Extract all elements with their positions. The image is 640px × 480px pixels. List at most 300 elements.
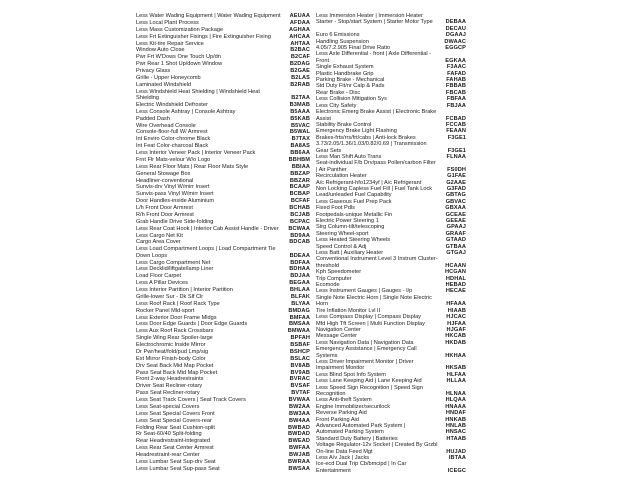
option-row bbox=[136, 246, 310, 259]
option-row bbox=[136, 280, 310, 286]
option-row bbox=[136, 164, 310, 170]
option-code: BCAAP bbox=[289, 184, 310, 191]
option-row bbox=[316, 13, 466, 26]
option-description: Less City Safety bbox=[316, 102, 357, 109]
option-code: BDFAA bbox=[290, 259, 310, 266]
option-description: Less Lane Keeping Aid | Lane Keeping Aid bbox=[316, 378, 422, 385]
option-description: Seat-individual F/b Drv/pass Pollen/carbon Filter | Air Panther bbox=[316, 160, 436, 173]
option-code: BSHCP bbox=[289, 348, 310, 355]
option-row bbox=[136, 61, 310, 67]
option-row bbox=[136, 157, 310, 163]
option-description: Non Locking Capless Fuel Fill | Fuel Tank Lock bbox=[316, 185, 433, 192]
option-code: DEBAA bbox=[445, 19, 466, 26]
option-code: BV9AB bbox=[290, 369, 310, 376]
option-code: BMWAA bbox=[287, 328, 310, 335]
option-code: HKCAB bbox=[445, 333, 466, 340]
option-description: Less Navigation Data | Navigation Data bbox=[316, 339, 414, 346]
option-code: BB6AA bbox=[290, 150, 310, 157]
option-description: Ice-ecd Dual Trip Cb/bmcipd | In Car Entertainment bbox=[316, 461, 407, 474]
option-code: EGKAA bbox=[445, 57, 466, 64]
option-row bbox=[316, 461, 466, 474]
option-description: Automated Parking System bbox=[316, 429, 384, 436]
option-code: HJFAA bbox=[447, 320, 466, 327]
option-code: HCGAN bbox=[444, 269, 466, 276]
option-code: BMDAG bbox=[288, 307, 310, 314]
option-description: Less Console Ashtray | Console Ashtray bbox=[136, 108, 236, 115]
option-row bbox=[136, 425, 310, 431]
option-row bbox=[136, 342, 310, 348]
option-description: Less Interior Veneer Pack | Interior Veneer Pack bbox=[136, 150, 256, 157]
option-row bbox=[136, 143, 310, 149]
option-row bbox=[136, 205, 310, 211]
option-code: BDHAA bbox=[289, 266, 310, 273]
option-row bbox=[136, 233, 310, 239]
option-description: Load Floor Carpet bbox=[136, 273, 182, 280]
option-code: B5KAB bbox=[290, 115, 310, 122]
option-description: Rear Headrestraint-integrated bbox=[136, 438, 210, 445]
option-description: Less Collision Mitigation Sys bbox=[316, 96, 387, 103]
option-description: Trip Computer bbox=[316, 275, 352, 282]
option-description: Electric Windshield Defroster bbox=[136, 101, 208, 108]
option-row bbox=[136, 431, 310, 437]
option-description: Message Center bbox=[316, 333, 358, 340]
option-list-left bbox=[136, 13, 310, 473]
option-code: GPAAJ bbox=[446, 224, 466, 231]
option-code: BCJAB bbox=[290, 211, 310, 218]
option-description: Console-floor-full W/ Armrest bbox=[136, 129, 208, 136]
option-code: FBBAB bbox=[445, 83, 466, 90]
option-code: B2GAE bbox=[290, 68, 310, 74]
option-code: FCCAB bbox=[445, 121, 466, 128]
option-row bbox=[136, 13, 310, 19]
option-code: AFDAA bbox=[289, 19, 310, 26]
option-code: HTAAB bbox=[446, 435, 466, 442]
option-code: GBXAA bbox=[445, 205, 466, 212]
option-description: Less Frt Extinguisher Fixings | Fire Extinguisher Fixing bbox=[136, 33, 271, 40]
option-code: HNDAF bbox=[445, 410, 466, 417]
option-code: HKHAA bbox=[445, 352, 466, 359]
option-description: Less Aux Roof Rack Crossbars bbox=[136, 328, 214, 335]
option-code: FCBAD bbox=[445, 115, 466, 122]
option-description: Wire Overhead Console bbox=[136, 122, 196, 129]
option-row bbox=[136, 123, 310, 129]
option-row bbox=[136, 301, 310, 307]
option-code: B3MAB bbox=[289, 101, 310, 108]
option-row bbox=[136, 363, 310, 369]
option-row bbox=[136, 418, 310, 424]
option-description: Electric Power Steering 1 bbox=[316, 218, 379, 224]
option-description: Less Roof Rack | Roof Rack Type bbox=[136, 300, 220, 307]
option-description: Less Rear Coat Hook | Interior Cab Assist Handle - Driver bbox=[136, 225, 279, 232]
option-code: ICEGC bbox=[447, 467, 466, 474]
option-code: HKDAB bbox=[445, 339, 466, 346]
option-code: GTGAJ bbox=[446, 250, 466, 257]
option-row bbox=[316, 385, 466, 398]
option-code: B5AAA bbox=[290, 108, 310, 115]
option-description: L/h Front Door Armrest bbox=[136, 205, 193, 212]
option-code: BBIAA bbox=[291, 163, 310, 170]
option-description: Less Windshield Heat Shielding | Windshield Heat Shielding bbox=[136, 88, 260, 102]
option-description: Single Wing Rear Spoiler-large bbox=[136, 335, 213, 342]
option-description: Less Decklid/liftgate/lamp Liner bbox=[136, 266, 214, 273]
option-description: Frnt Flr Mats-velour W/o Logo bbox=[136, 156, 211, 163]
option-row bbox=[316, 442, 466, 455]
option-description: Grab Handle Drive Side-folding bbox=[136, 218, 214, 225]
option-code: B2TAA bbox=[291, 95, 310, 102]
option-description: Less Local Plant Process bbox=[136, 19, 199, 26]
option-description: Parking Brake - Mechanical bbox=[316, 77, 385, 84]
option-description: Dr Pwr/heat/fold/pud Lmp/sig bbox=[136, 348, 209, 355]
option-row bbox=[136, 89, 310, 102]
option-description: Ext Mirror Finish-body Color bbox=[136, 355, 206, 362]
option-description: Handling Suspension bbox=[316, 38, 369, 45]
option-row bbox=[136, 452, 310, 458]
option-row bbox=[316, 109, 466, 122]
option-code: BWDAD bbox=[288, 431, 310, 438]
option-row bbox=[136, 404, 310, 410]
option-row bbox=[136, 356, 310, 362]
option-description: Less Kit-tire Repair Service bbox=[136, 40, 204, 47]
option-description: Less Axle Differential - front | Axle Differential - Front bbox=[316, 51, 432, 64]
option-description: Less Blind Spot Info System bbox=[316, 371, 386, 378]
option-code: BMFAA bbox=[289, 314, 310, 321]
option-row bbox=[136, 328, 310, 334]
option-code: BVTAF bbox=[291, 390, 310, 397]
option-description: Steering Wheel-sport bbox=[316, 230, 369, 237]
option-row bbox=[316, 359, 466, 372]
option-description: Emergency Assistance | Emergency Call Systems bbox=[316, 346, 417, 359]
option-row bbox=[316, 141, 466, 154]
option-description: Less Cargo Compartment Net bbox=[136, 259, 211, 266]
option-description: Emergency Brake Light Flashing bbox=[316, 128, 397, 135]
option-code: FAHAB bbox=[446, 77, 466, 84]
option-row bbox=[136, 47, 310, 53]
option-code: HKSAB bbox=[445, 365, 466, 372]
option-code: EGGCP bbox=[445, 45, 466, 52]
option-description: Less Lumbar Seat Sup-drv Seat bbox=[136, 458, 216, 465]
option-row bbox=[136, 411, 310, 417]
option-row bbox=[136, 184, 310, 190]
option-code: BSLAC bbox=[290, 355, 310, 362]
option-description: Grille-lower Sur - Dk Slf Clr bbox=[136, 293, 204, 300]
option-description: Less Seat Track Covers | Seat Track Covers bbox=[136, 397, 246, 404]
option-code: HECAE bbox=[445, 288, 466, 295]
option-description: Less Rear Seat Center Armrest bbox=[136, 445, 214, 452]
option-description: Electrochromic Inside Mirror bbox=[136, 342, 206, 349]
option-code: BCHAB bbox=[289, 205, 310, 212]
option-code: BW3AA bbox=[288, 410, 310, 417]
option-code: FBJAA bbox=[446, 102, 466, 109]
option-description: Less A/v Jack | Jacks bbox=[316, 455, 370, 462]
option-description: Engine Immobilizer/securilock bbox=[316, 403, 390, 410]
option-code: HDHAL bbox=[445, 275, 466, 282]
option-description: Kph Speedometer bbox=[316, 269, 362, 276]
option-row bbox=[136, 226, 310, 232]
option-code: BDCAB bbox=[289, 239, 310, 246]
option-description: Lead/unleaded Fuel Capability bbox=[316, 192, 392, 199]
option-description: Footpedals-unique Metallic Fin bbox=[316, 211, 393, 218]
option-code: B2DAG bbox=[289, 61, 310, 68]
option-description: Recirculation Heater bbox=[316, 173, 367, 180]
option-description: Pass Seat Back Mid Map Pocket bbox=[136, 369, 218, 376]
option-row bbox=[136, 41, 310, 47]
option-code: AHCAA bbox=[289, 33, 310, 40]
option-code: HNAAA bbox=[445, 403, 466, 410]
option-description: Tire Inflation Monitor Lvl II bbox=[316, 307, 381, 314]
option-description: Single Note Electric Horn | Single Note Electric Horn bbox=[316, 294, 432, 308]
option-description: Fixed Foot Pdls bbox=[316, 205, 355, 212]
option-code: BBZAP bbox=[290, 170, 310, 177]
option-code: BD9AA bbox=[290, 232, 310, 239]
option-row bbox=[136, 260, 310, 266]
option-row bbox=[136, 308, 310, 314]
option-description: Less Rear Floor Mats | Rear Floor Mats Style bbox=[136, 163, 249, 170]
option-code: B7TAX bbox=[291, 136, 310, 143]
option-description: Less Heated Steering Wheels bbox=[316, 237, 391, 244]
option-code: B2LAS bbox=[291, 74, 310, 81]
option-description: Laminated Windshield bbox=[136, 81, 192, 88]
option-row bbox=[316, 160, 466, 173]
option-code: BDEAA bbox=[289, 252, 310, 259]
option-code: HLNAA bbox=[445, 390, 466, 397]
option-description: Navigation Center bbox=[316, 326, 361, 333]
option-description: Front 2-way Headrestraints bbox=[136, 376, 204, 383]
option-code: BMSAA bbox=[288, 321, 310, 328]
option-row bbox=[136, 171, 310, 177]
option-description: Less Anti-theft System bbox=[316, 397, 372, 404]
option-code: DGAAJ bbox=[445, 32, 466, 39]
option-code: BV8AB bbox=[290, 362, 310, 369]
option-row bbox=[136, 54, 310, 60]
option-row bbox=[136, 315, 310, 321]
option-description: 3.73/2.05/1.36/1.03/0.82/0.69 | Transmission Gear Sets bbox=[316, 141, 427, 154]
option-row bbox=[136, 219, 310, 225]
option-row bbox=[136, 370, 310, 376]
option-description: R/h Front Door Armrest bbox=[136, 211, 194, 218]
option-code: GCEAE bbox=[445, 211, 466, 218]
option-description: Speed Control & Adj bbox=[316, 243, 367, 250]
option-description: Grille - Upper Honeycomb bbox=[136, 74, 201, 81]
option-row bbox=[136, 321, 310, 327]
option-row bbox=[136, 335, 310, 341]
option-description: Less Interior Partition | Interior Partition bbox=[136, 287, 233, 294]
option-description: Advanced Automated Park System | bbox=[316, 423, 406, 429]
option-description: Less Batt | Auxiliary Heater bbox=[316, 250, 384, 257]
option-description: Less Cargo Net Kit bbox=[136, 232, 183, 239]
option-description: Strg Column-tilt/telescoping bbox=[316, 224, 385, 231]
option-code: FLNAA bbox=[446, 153, 466, 160]
option-code: FS0DH bbox=[447, 166, 466, 173]
option-code: BA8AS bbox=[290, 143, 310, 150]
option-code: BCPAC bbox=[290, 218, 310, 225]
option-row bbox=[136, 390, 310, 396]
option-description: Plastic Handbrake Grip bbox=[316, 70, 374, 77]
option-row bbox=[136, 150, 310, 156]
option-description: Less Load Compartment Loops | Load Compartment Tie Down Loops bbox=[136, 246, 276, 259]
option-code: G2AAE bbox=[446, 179, 466, 186]
option-row bbox=[136, 383, 310, 389]
option-description: Int Enviro Color-chrome Black bbox=[136, 136, 211, 143]
option-code: BSBAF bbox=[290, 342, 310, 349]
option-row bbox=[136, 82, 310, 88]
option-code: GTBAA bbox=[445, 243, 466, 250]
option-code: FBCAB bbox=[445, 89, 466, 96]
option-description: Single Exhaust System bbox=[316, 64, 374, 71]
option-description: Stability Brake Control bbox=[316, 121, 372, 128]
option-description: Driver Seat Recliner-rotary bbox=[136, 383, 203, 390]
option-row bbox=[136, 136, 310, 142]
option-row bbox=[136, 20, 310, 26]
option-row bbox=[136, 129, 310, 135]
option-description: Brakes-frts/rrs/frt/cabs | Anti-lock Brakes bbox=[316, 134, 416, 141]
option-code: FBFAA bbox=[446, 96, 466, 103]
option-row bbox=[136, 438, 310, 444]
option-description: Voltage Regulator-12v Socket | Created By Grzbl On-line Data Feed Mgt bbox=[316, 442, 438, 455]
option-row bbox=[136, 116, 310, 122]
option-code: GBTAG bbox=[445, 192, 466, 199]
option-description: A/c Refrigerant-hfo1234yf | A/c Refrigerant bbox=[316, 179, 422, 186]
option-description: Less Man Shift Auto Trans bbox=[316, 153, 382, 160]
option-description: Euro 6 Emissions bbox=[316, 32, 360, 39]
option-code: HLLAA bbox=[446, 378, 466, 385]
option-code: B2RAB bbox=[290, 81, 310, 88]
option-code: G3FAD bbox=[446, 185, 466, 192]
option-description: Headrestraint-rear Center bbox=[136, 452, 200, 459]
option-code: BLYAA bbox=[291, 300, 310, 307]
option-description: Sunvis-pass Vinyl W/mirr Insert bbox=[136, 191, 214, 198]
option-row bbox=[136, 191, 310, 197]
option-row bbox=[316, 51, 466, 64]
option-description: Mfd High Tft Screen | Multi Function Display bbox=[316, 320, 425, 327]
option-description: Sunvis-drv Vinyl W/mirr Insert bbox=[136, 184, 210, 191]
option-code: G1FAE bbox=[447, 173, 466, 180]
option-code: HFAAA bbox=[446, 301, 466, 308]
option-code: HNLAB bbox=[445, 423, 466, 429]
option-description: Less Driver Impairment Monitor | Driver Impairment Monitor bbox=[316, 358, 414, 372]
option-description: Ecomode bbox=[316, 282, 340, 289]
option-code: AHTAA bbox=[290, 40, 310, 47]
option-description: Less Mass Customization Package bbox=[136, 26, 224, 33]
option-description: Padded Dash bbox=[136, 115, 170, 122]
option-row bbox=[136, 466, 310, 472]
option-description: Rear Brake - Disc bbox=[316, 89, 361, 96]
option-list-right bbox=[316, 13, 466, 473]
option-code: BBHBM bbox=[288, 156, 310, 163]
option-description: Front Parking Aid bbox=[316, 416, 359, 423]
option-row bbox=[316, 256, 466, 269]
option-code: BWEAD bbox=[288, 438, 310, 445]
option-row bbox=[136, 376, 310, 382]
option-code: BEGAA bbox=[289, 280, 310, 287]
option-row bbox=[136, 109, 310, 115]
option-code: GTAAD bbox=[446, 237, 466, 244]
option-description: Window Auto Close bbox=[136, 47, 185, 54]
option-code: HIAAB bbox=[447, 307, 466, 314]
option-row bbox=[136, 75, 310, 81]
option-code: GRAAF bbox=[445, 230, 466, 237]
option-description: Less Speed Sign Recognition | Speed Sign Recognition bbox=[316, 384, 423, 397]
option-code: BHLAA bbox=[289, 287, 310, 294]
option-description: Pwr Frt W'Dows One Touch Up/dn bbox=[136, 54, 221, 61]
option-code: GBVAC bbox=[445, 198, 466, 205]
option-description: Cargo Area Cover bbox=[136, 239, 181, 246]
option-code: F3GE1 bbox=[447, 147, 466, 154]
option-description: Folding Rear Seat Cushion-split bbox=[136, 424, 215, 431]
option-code: HNSAC bbox=[445, 429, 466, 436]
option-row bbox=[136, 266, 310, 272]
option-description: Rr Seat-60/40 Split-folding bbox=[136, 431, 202, 438]
option-code: B2BAC bbox=[290, 47, 310, 54]
option-code: F3AAC bbox=[446, 64, 466, 71]
option-code: DWAAC bbox=[444, 38, 466, 45]
option-code: B2CAF bbox=[290, 54, 310, 61]
option-row bbox=[136, 212, 310, 218]
option-description: Int Feat Color-charcoal Black bbox=[136, 143, 209, 150]
option-code: BW4AA bbox=[288, 417, 310, 424]
option-code: HUJAD bbox=[446, 448, 466, 455]
option-description: Reverse Parking Aid bbox=[316, 410, 367, 417]
option-code: BLFAK bbox=[290, 293, 310, 300]
option-row bbox=[316, 295, 466, 308]
option-code: BPFAH bbox=[290, 335, 310, 342]
option-description: Standard Duty Battery | Batteries bbox=[316, 435, 398, 442]
option-row bbox=[136, 294, 310, 300]
option-code: BVWAA bbox=[288, 397, 310, 404]
option-description: Less Seat Special Covers-rear bbox=[136, 417, 212, 424]
option-description: 4.05/7.2.905 Final Drive Ratio bbox=[316, 45, 391, 52]
option-code: AEUAA bbox=[289, 13, 310, 19]
option-row bbox=[136, 445, 310, 451]
option-row bbox=[136, 34, 310, 40]
option-description: Less A Pillar Devices bbox=[136, 280, 188, 287]
option-code: BDJAA bbox=[290, 273, 310, 280]
option-code: HLFAA bbox=[446, 371, 466, 378]
option-description: Electronic Emerg Brake Assist | Electronic Brake Assist bbox=[316, 109, 437, 122]
option-row bbox=[136, 102, 310, 108]
option-row bbox=[136, 178, 310, 184]
option-description: Less Exterior Door Frame Mldgs bbox=[136, 314, 217, 321]
option-code: IBTAA bbox=[448, 455, 466, 462]
option-code: BCWAA bbox=[288, 225, 310, 232]
option-code: HNKAB bbox=[445, 416, 466, 423]
option-code: BWRAA bbox=[288, 458, 310, 465]
option-description: Less Door Edge Guards | Door Edge Guards bbox=[136, 321, 248, 328]
option-code: HJCAC bbox=[446, 314, 466, 321]
option-description: Pwr Rear 1 Shot Up/down Window bbox=[136, 61, 223, 68]
option-row bbox=[316, 346, 466, 359]
option-description: Less Water Wading Equipment | Water Wading Equipment bbox=[136, 13, 281, 19]
option-code: BWBAD bbox=[288, 424, 310, 431]
option-row bbox=[136, 239, 310, 245]
option-code: FAFAD bbox=[447, 70, 466, 77]
option-row bbox=[136, 397, 310, 403]
option-code: BVSAF bbox=[290, 383, 310, 390]
option-description: Drv Seat Back Mid Map Pocket bbox=[136, 362, 214, 369]
option-row bbox=[136, 349, 310, 355]
option-description: Rocker Panel Mld-sport bbox=[136, 307, 195, 314]
option-code: B5VAC bbox=[290, 122, 310, 129]
option-code: HJGAF bbox=[446, 326, 466, 333]
option-description: Less Instrument Gauges | Gauges - I/p bbox=[316, 288, 413, 295]
option-code: BVRAC bbox=[289, 376, 310, 383]
option-description: Privacy Glass bbox=[136, 68, 171, 74]
option-code: DECAU bbox=[445, 25, 466, 32]
option-description: Less Compass Display | Compass Display bbox=[316, 314, 421, 321]
option-row bbox=[136, 273, 310, 279]
option-description: Less Lumbar Seat Sup-pass Seat bbox=[136, 465, 220, 472]
option-description: Conventional Instrument Level 3 Instrum Cluster-threshold bbox=[316, 256, 438, 269]
option-code: BWSAA bbox=[288, 465, 310, 472]
